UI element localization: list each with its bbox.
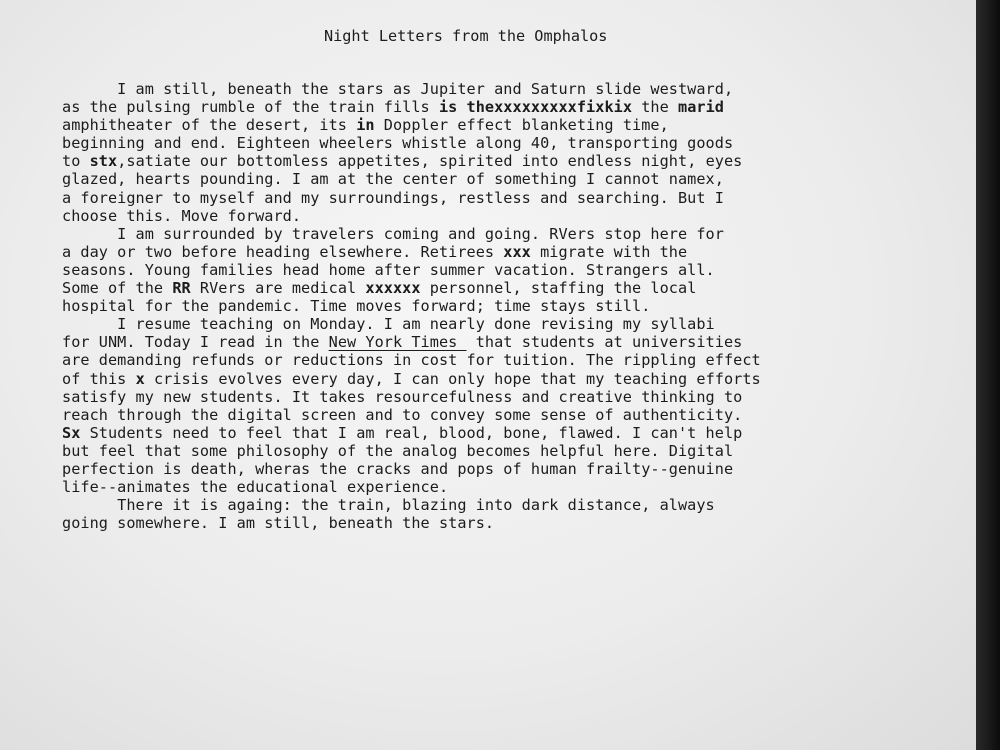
text-segment: seasons. Young families head home after summer vacation. Strangers all. <box>62 260 715 279</box>
text-segment: ,satiate our bottomless appetites, spirited into endless night, eyes <box>117 152 743 171</box>
text-segment: perfection is death, wheras the cracks and pops of human frailty--genuine <box>62 459 734 478</box>
text-segment: crisis evolves every day, I can only hope that my teaching efforts <box>144 369 761 388</box>
struck-out-text: x <box>135 369 145 388</box>
text-line <box>62 98 962 116</box>
text-line <box>62 170 962 188</box>
struck-out-text: stx <box>89 152 118 171</box>
text-segment: a day or two before heading elsewhere. Retirees <box>62 242 504 261</box>
text-line <box>62 388 962 406</box>
text-segment: migrate with the <box>530 242 688 261</box>
text-segment: a foreigner to myself and my surroundings, restless and searching. But I <box>62 188 724 207</box>
text-line <box>62 351 962 369</box>
text-segment: reach through the digital screen and to convey some sense of authenticity. <box>62 405 743 424</box>
text-segment: going somewhere. I am still, beneath the stars. <box>62 514 495 533</box>
paper-shadow-edge <box>976 0 1000 750</box>
text-segment: I resume teaching on Monday. I am nearly done revising my syllabi <box>62 315 715 334</box>
text-line <box>62 297 962 315</box>
struck-out-text: RR <box>172 279 191 298</box>
text-line <box>62 333 962 351</box>
text-segment: satisfy my new students. It takes resourcefulness and creative thinking to <box>62 387 743 406</box>
text-segment: that students at universities <box>466 333 743 352</box>
underlined-title: New York Times <box>328 333 467 352</box>
text-line <box>62 189 962 207</box>
text-line <box>62 152 962 170</box>
text-line <box>62 243 962 261</box>
struck-out-text: is thexxxxxxxxxfixkix <box>438 98 633 117</box>
text-segment: to <box>62 152 90 171</box>
text-segment: RVers are medical <box>190 279 366 298</box>
text-line <box>62 514 962 532</box>
text-segment: Doppler effect blanketing time, <box>374 116 669 135</box>
text-segment: of this <box>62 369 136 388</box>
text-segment: beginning and end. Eighteen wheelers whistle along 40, transporting goods <box>62 134 734 153</box>
text-segment: for UNM. Today I read in the <box>62 333 329 352</box>
struck-out-text: xxx <box>503 242 531 261</box>
text-segment: glazed, hearts pounding. I am at the center of something I cannot namex, <box>62 170 724 189</box>
text-segment: hospital for the pandemic. Time moves forward; time stays still. <box>62 297 651 316</box>
struck-out-text: xxxxxx <box>365 279 421 298</box>
text-segment: amphitheater of the desert, its <box>62 116 357 135</box>
text-line <box>62 279 962 297</box>
text-segment: Students need to feel that I am real, blood, bone, flawed. I can't help <box>80 423 743 442</box>
text-segment: are demanding refunds or reductions in cost for tuition. The rippling effect <box>62 351 761 370</box>
text-line <box>62 207 962 225</box>
text-line <box>62 406 962 424</box>
text-segment: There it is againg: the train, blazing into dark distance, always <box>62 496 715 515</box>
text-segment: life--animates the educational experience. <box>62 478 449 497</box>
text-segment: as the pulsing rumble of the train fills <box>62 98 439 117</box>
text-line <box>62 225 962 243</box>
text-line <box>62 80 962 98</box>
page-title: Night Letters from the Omphalos <box>324 27 608 45</box>
text-line <box>62 261 962 279</box>
text-segment: personnel, staffing the local <box>420 279 697 298</box>
text-line <box>62 442 962 460</box>
typed-body <box>62 80 962 532</box>
text-segment: I am still, beneath the stars as Jupiter and Saturn slide westward, <box>62 80 734 98</box>
text-line <box>62 460 962 478</box>
text-segment: choose this. Move forward. <box>62 206 302 225</box>
text-line <box>62 315 962 333</box>
text-segment: but feel that some philosophy of the analog becomes helpful here. Digital <box>62 441 734 460</box>
text-line <box>62 496 962 514</box>
text-line <box>62 134 962 152</box>
text-line <box>62 478 962 496</box>
text-line <box>62 424 962 442</box>
text-line <box>62 116 962 134</box>
struck-out-text: in <box>356 116 375 135</box>
struck-out-text: Sx <box>62 423 81 442</box>
text-segment: the <box>632 98 678 117</box>
text-segment: I am surrounded by travelers coming and going. RVers stop here for <box>62 224 724 243</box>
struck-out-text: marid <box>678 98 724 117</box>
text-segment: Some of the <box>62 279 173 298</box>
text-line <box>62 370 962 388</box>
